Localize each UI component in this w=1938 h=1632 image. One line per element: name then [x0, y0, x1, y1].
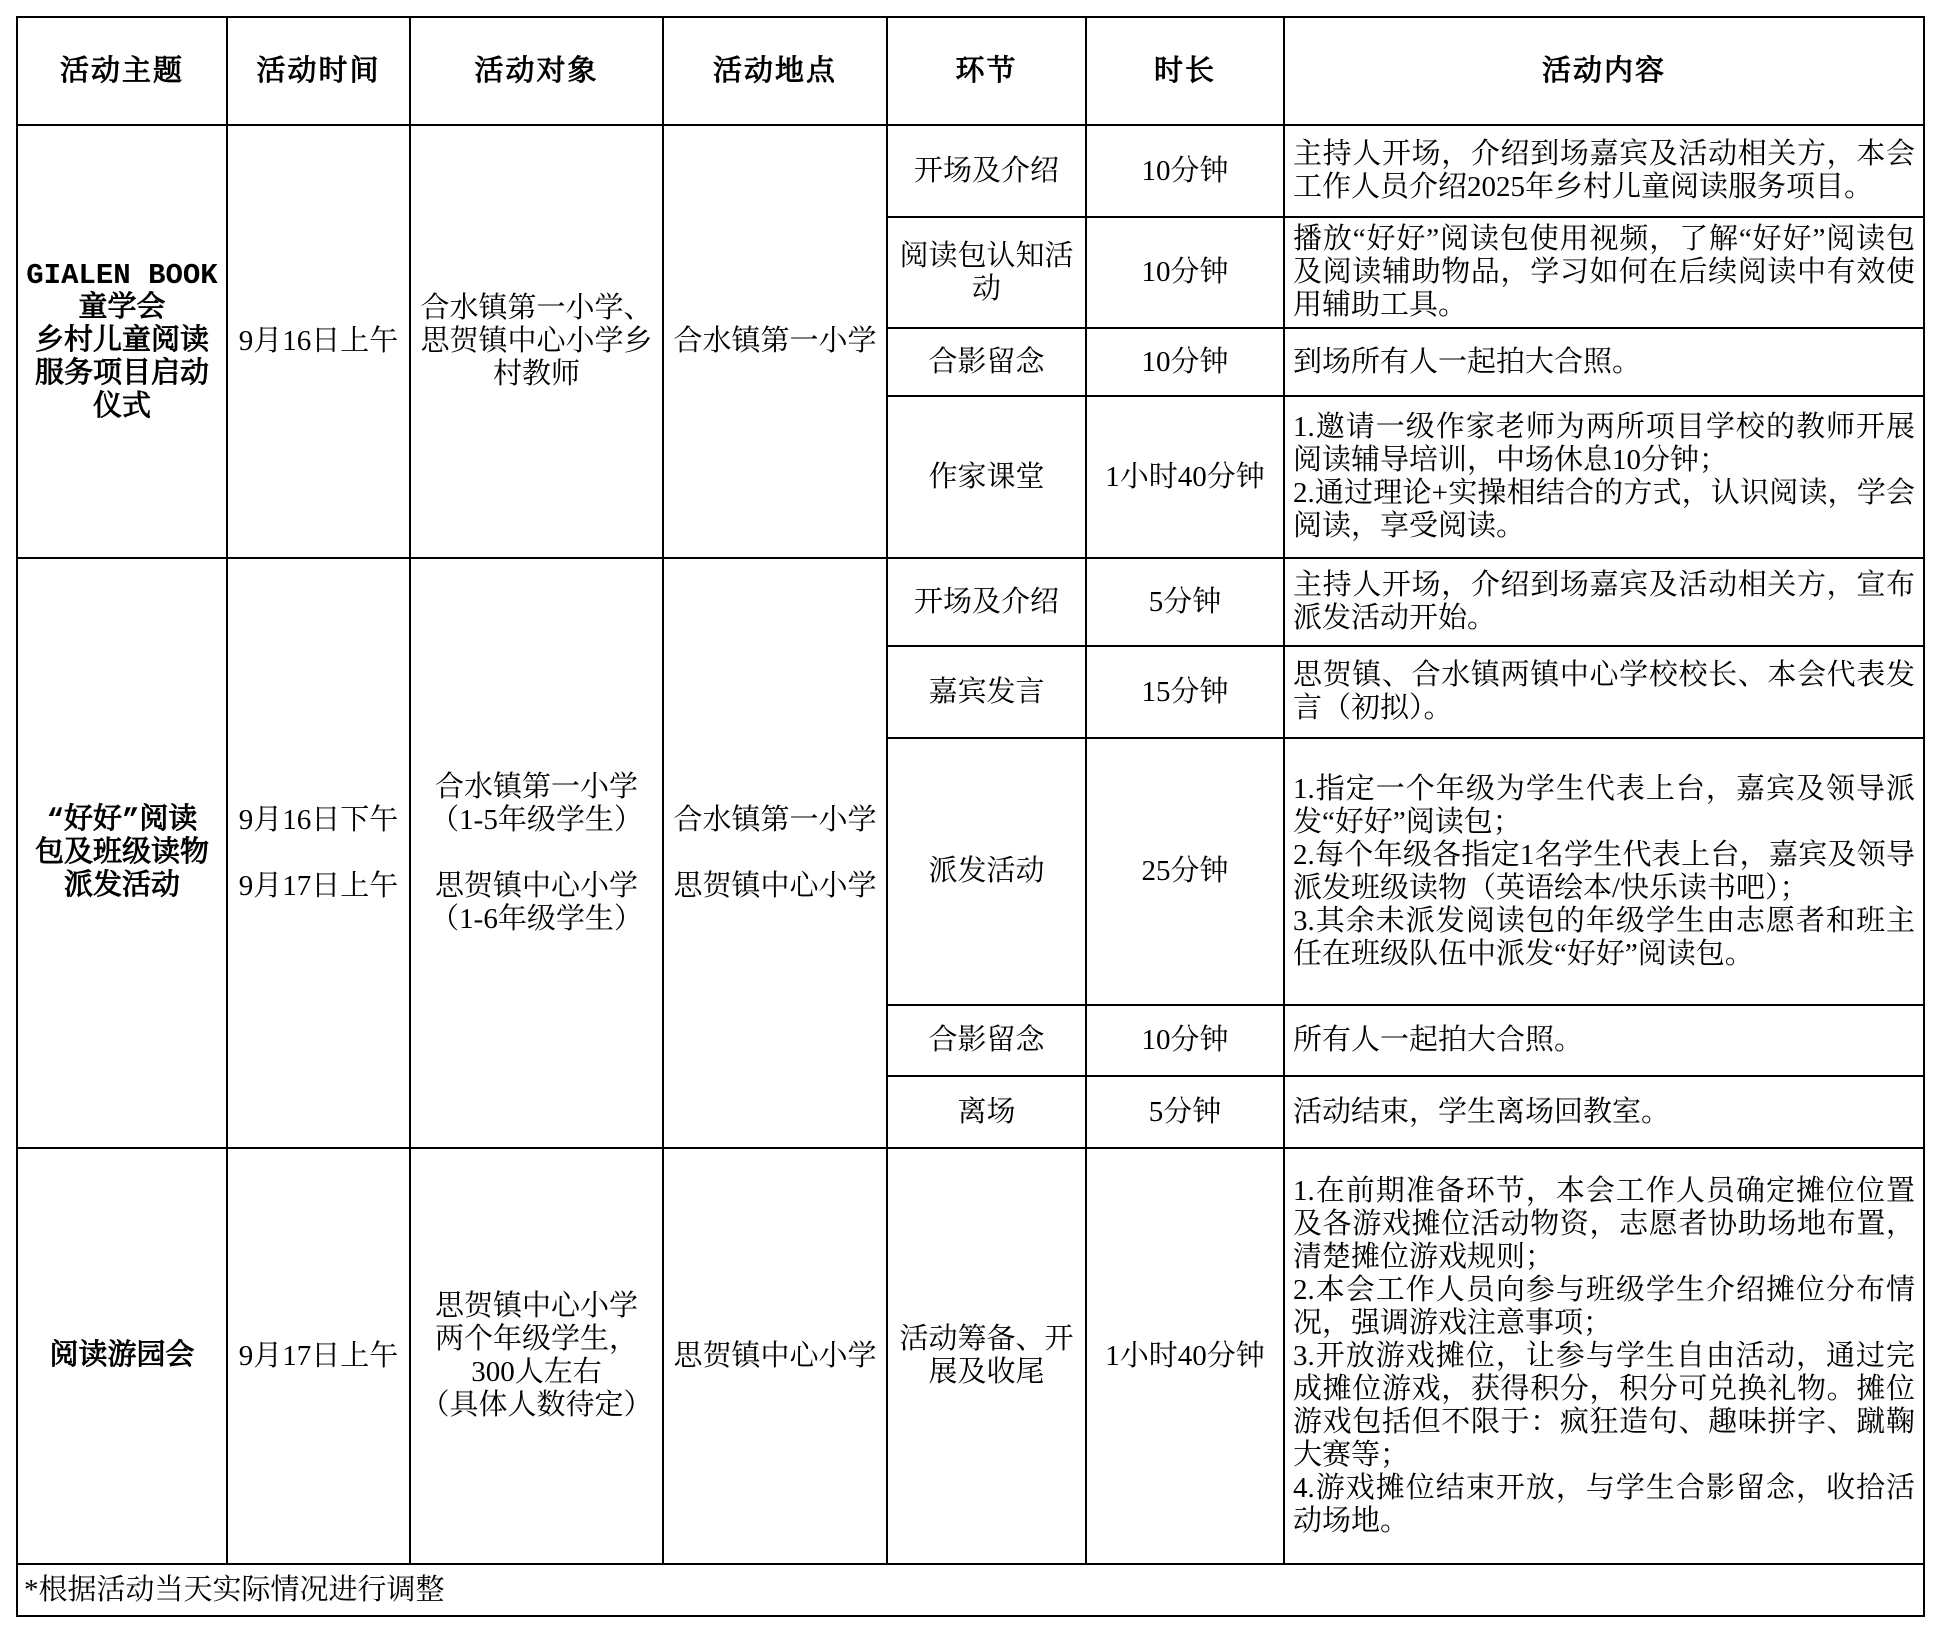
table-row: [17, 558, 1924, 646]
header-duration: 时长: [1086, 17, 1284, 125]
duration-cell: 10分钟: [1086, 217, 1284, 328]
segment-name-cell: 离场: [887, 1076, 1086, 1148]
duration-cell: 10分钟: [1086, 125, 1284, 217]
target-cell: 合水镇第一小学 （1-5年级学生） 思贺镇中心小学 （1-6年级学生）: [410, 558, 663, 1148]
location-cell: 合水镇第一小学 思贺镇中心小学: [663, 558, 887, 1148]
content-cell: 思贺镇、合水镇两镇中心学校校长、本会代表发言（初拟）。: [1284, 646, 1924, 738]
segment-name-cell: 活动筹备、开展及收尾: [887, 1148, 1086, 1564]
time-cell: 9月16日下午 9月17日上午: [227, 558, 410, 1148]
segment-name-cell: 合影留念: [887, 1005, 1086, 1076]
segment-name-cell: 合影留念: [887, 328, 1086, 396]
footnote-row: [17, 1564, 1924, 1616]
content-cell: 主持人开场，介绍到场嘉宾及活动相关方，宣布派发活动开始。: [1284, 558, 1924, 646]
content-cell: 活动结束，学生离场回教室。: [1284, 1076, 1924, 1148]
header-target: 活动对象: [410, 17, 663, 125]
content-cell: 1.邀请一级作家老师为两所项目学校的教师开展阅读辅导培训，中场休息10分钟； 2.通过理论+实操相结合的方式，认识阅读，学会阅读，享受阅读。: [1284, 396, 1924, 558]
location-cell: 合水镇第一小学: [663, 125, 887, 558]
time-cell: 9月16日上午: [227, 125, 410, 558]
content-cell: 播放“好好”阅读包使用视频，了解“好好”阅读包及阅读辅助物品，学习如何在后续阅读中有效使用辅助工具。: [1284, 217, 1924, 328]
theme-cell: “好好”阅读 包及班级读物 派发活动: [17, 558, 227, 1148]
duration-cell: 15分钟: [1086, 646, 1284, 738]
duration-cell: 5分钟: [1086, 1076, 1284, 1148]
duration-cell: 10分钟: [1086, 328, 1284, 396]
table-row: [17, 125, 1924, 217]
time-cell: 9月17日上午: [227, 1148, 410, 1564]
segment-name-cell: 作家课堂: [887, 396, 1086, 558]
segment-name-cell: 派发活动: [887, 738, 1086, 1005]
header-segment: 环节: [887, 17, 1086, 125]
schedule-table: [16, 16, 1925, 1617]
content-cell: 1.在前期准备环节，本会工作人员确定摊位位置及各游戏摊位活动物资，志愿者协助场地布置，清楚摊位游戏规则； 2.本会工作人员向参与班级学生介绍摊位分布情况，强调游戏注意事项； 3.开放游戏摊位，让参与学生自由活动，通过完成摊位游戏，获得积分，积分可兑换礼物。摊位游戏包括但不限于：疯狂造句、趣味拼字、蹴鞠大赛等； 4.游戏摊位结束开放，与学生合影留念，收拾活动场地。: [1284, 1148, 1924, 1564]
segment-name-cell: 嘉宾发言: [887, 646, 1086, 738]
duration-cell: 1小时40分钟: [1086, 396, 1284, 558]
theme-cell: GIALEN BOOK 童学会 乡村儿童阅读 服务项目启动 仪式: [17, 125, 227, 558]
content-cell: 1.指定一个年级为学生代表上台，嘉宾及领导派发“好好”阅读包； 2.每个年级各指定1名学生代表上台，嘉宾及领导派发班级读物（英语绘本/快乐读书吧）； 3.其余未派发阅读包的年级学生由志愿者和班主任在班级队伍中派发“好好”阅读包。: [1284, 738, 1924, 1005]
duration-cell: 10分钟: [1086, 1005, 1284, 1076]
segment-name-cell: 阅读包认知活动: [887, 217, 1086, 328]
duration-cell: 5分钟: [1086, 558, 1284, 646]
theme-cell: 阅读游园会: [17, 1148, 227, 1564]
header-content: 活动内容: [1284, 17, 1924, 125]
target-cell: 合水镇第一小学、思贺镇中心小学乡村教师: [410, 125, 663, 558]
header-location: 活动地点: [663, 17, 887, 125]
header-row: [17, 17, 1924, 125]
content-cell: 到场所有人一起拍大合照。: [1284, 328, 1924, 396]
duration-cell: 25分钟: [1086, 738, 1284, 1005]
target-cell: 思贺镇中心小学 两个年级学生， 300人左右 （具体人数待定）: [410, 1148, 663, 1564]
content-cell: 所有人一起拍大合照。: [1284, 1005, 1924, 1076]
table-row: [17, 1148, 1924, 1564]
header-time: 活动时间: [227, 17, 410, 125]
segment-name-cell: 开场及介绍: [887, 558, 1086, 646]
footnote: *根据活动当天实际情况进行调整: [17, 1564, 1924, 1616]
content-cell: 主持人开场，介绍到场嘉宾及活动相关方，本会工作人员介绍2025年乡村儿童阅读服务项目。: [1284, 125, 1924, 217]
segment-name-cell: 开场及介绍: [887, 125, 1086, 217]
header-theme: 活动主题: [17, 17, 227, 125]
duration-cell: 1小时40分钟: [1086, 1148, 1284, 1564]
location-cell: 思贺镇中心小学: [663, 1148, 887, 1564]
